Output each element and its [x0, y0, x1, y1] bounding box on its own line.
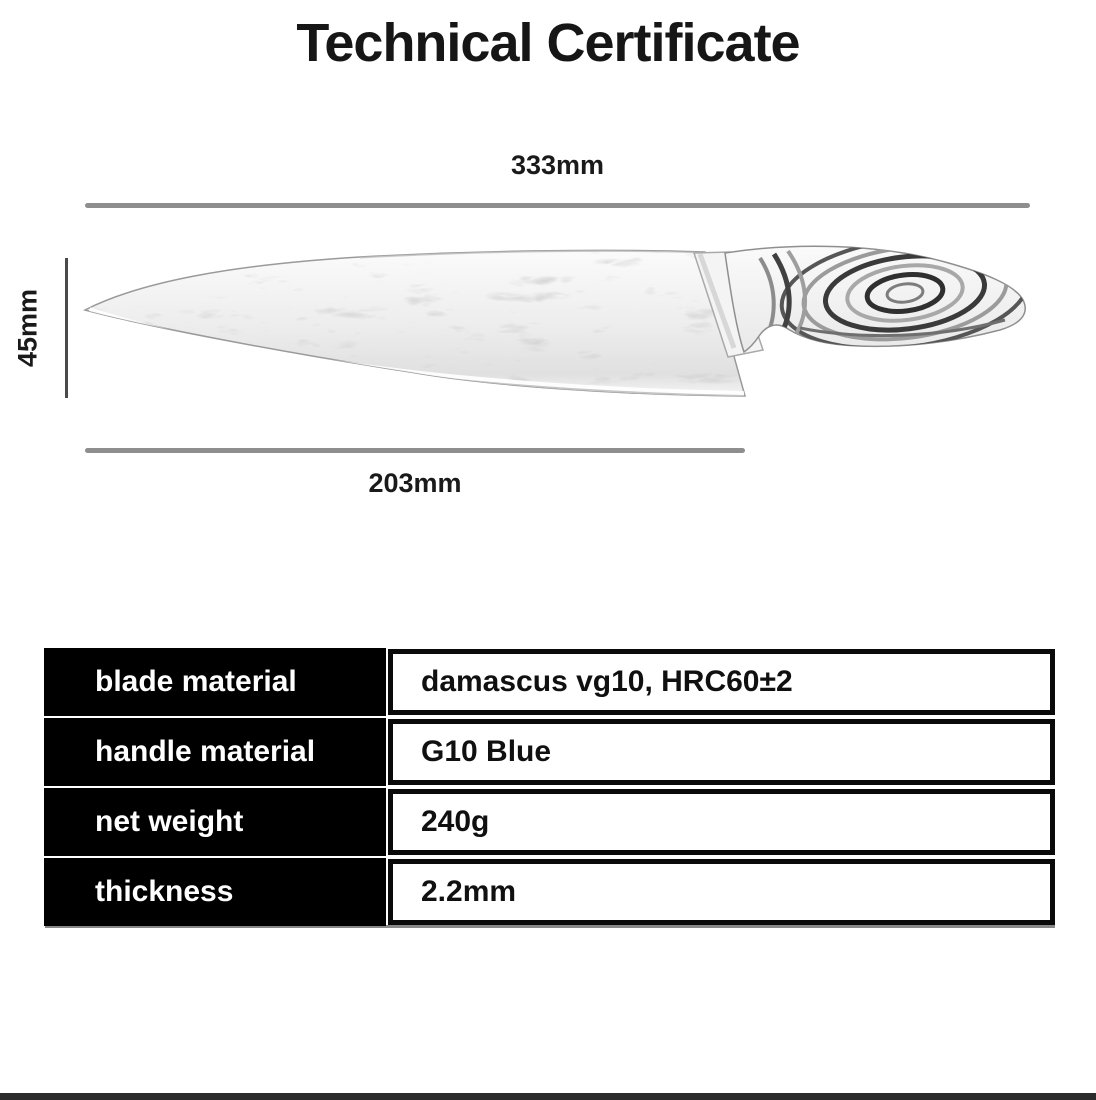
spec-value-blade-material: damascus vg10, HRC60±2	[388, 649, 1055, 715]
table-row	[45, 789, 1055, 855]
blade-length-label: 203mm	[368, 468, 462, 498]
table-row	[45, 719, 1055, 785]
table-row	[45, 649, 1055, 715]
spec-label-blade-material: blade material	[45, 649, 385, 715]
page-title: Technical Certificate	[296, 13, 800, 73]
spec-label-thickness: thickness	[45, 859, 385, 925]
blade-height-label: 45mm	[12, 288, 43, 368]
spec-label-handle-material: handle material	[45, 719, 385, 785]
spec-value-net-weight: 240g	[388, 789, 1055, 855]
blade-length-dimension-line	[85, 448, 745, 453]
spec-value-thickness: 2.2mm	[388, 859, 1055, 925]
spec-table	[45, 649, 1055, 928]
table-row	[45, 859, 1055, 925]
bottom-crop-bar	[0, 1093, 1096, 1100]
knife-illustration	[60, 238, 1050, 428]
total-length-label: 333mm	[510, 150, 605, 180]
spec-label-net-weight: net weight	[45, 789, 385, 855]
spec-value-handle-material: G10 Blue	[388, 719, 1055, 785]
total-length-dimension-line	[85, 203, 1030, 208]
